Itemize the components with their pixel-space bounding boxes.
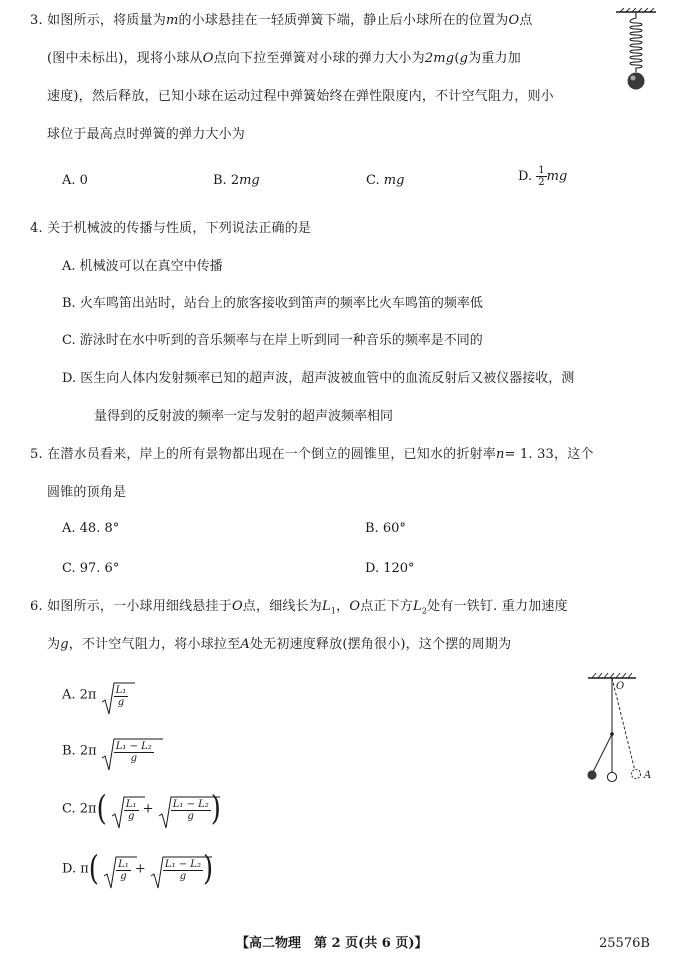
q4-option-a[interactable]: A. 机械波可以在真空中传播 — [62, 259, 223, 274]
q6-line2 — [47, 638, 511, 651]
q3-text: (图中未标出)，现将小球从 — [47, 51, 203, 66]
q6-option-c[interactable]: C. 2π( $\frac{\text{L₁}}{g}$ + $\frac{\text{L₁ − L₂}}{g}$ ) — [62, 789, 221, 829]
ball-A — [631, 769, 640, 778]
paper-code: 25576B — [599, 936, 650, 951]
option-label: B. 2 — [213, 173, 240, 188]
q5-option-c[interactable]: C. 97. 6° — [62, 561, 120, 576]
q5-line1 — [30, 448, 594, 461]
q6-text: ， — [336, 599, 350, 614]
q3-line1 — [30, 14, 533, 27]
ceiling-hatch — [592, 673, 632, 678]
q5-line2: 圆锥的顶角是 — [47, 485, 127, 500]
var-g: g — [60, 637, 69, 652]
var-mg: mg — [546, 169, 568, 184]
var-O: O — [508, 13, 520, 28]
q5-text: = 1. 33，这个 — [504, 447, 594, 462]
q4-option-b[interactable]: B. 火车鸣笛出站时，站台上的旅客接收到笛声的频率比火车鸣笛的频率低 — [62, 296, 483, 311]
q3-line3: 速度)，然后释放，已知小球在运动过程中弹簧始终在弹性限度内，不计空气阻力，则小 — [47, 89, 554, 104]
q3-text: 3. 如图所示，将质量为 — [30, 13, 166, 28]
sqrt-L1-over-g: $\frac{\text{L₁}}{g}$ — [103, 856, 131, 882]
var-O: O — [202, 51, 214, 66]
q6-text: ，不计空气阻力，将小球拉至 — [68, 637, 241, 652]
q4-option-d[interactable]: D. 医生向人体内发射频率已知的超声波，超声波被血管中的血流反射后又被仪器接收，测 — [62, 371, 575, 386]
sqrt-L1-over-g: $\frac{\text{L₁}}{g}$ — [111, 796, 139, 822]
q3-text: 为重力加 — [468, 51, 521, 66]
var-n: n — [495, 447, 505, 462]
ball-left — [587, 770, 596, 779]
q4-stem: 4. 关于机械波的传播与性质，下列说法正确的是 — [30, 221, 312, 236]
q5-option-d[interactable]: D. 120° — [365, 561, 415, 576]
sqrt-diff-over-g: $\frac{\text{L₁ − L₂}}{g}$ — [158, 796, 211, 822]
var-mg: mg — [383, 173, 405, 188]
q3-option-a[interactable]: A. 0 — [62, 173, 88, 188]
var-2mg: 2mg — [424, 51, 455, 66]
ball-bottom — [607, 772, 616, 781]
q3-line2 — [47, 52, 521, 65]
var-g: g — [459, 51, 469, 66]
sqrt-L1-over-g: $\frac{\text{L₁}}{g}$ — [101, 682, 129, 708]
q3-option-d[interactable] — [518, 165, 567, 188]
q6-text: 点，细线长为 — [242, 599, 322, 614]
q6-text: 处有一铁钉. 重力加速度 — [427, 599, 568, 614]
option-label: B. 2π — [62, 743, 97, 759]
page-footer: 【高二物理 第 2 页(共 6 页)】 — [236, 936, 428, 951]
sqrt-diff-over-g: $\frac{\text{L₁ − L₂}}{g}$ — [150, 856, 203, 882]
q6-option-b[interactable] — [62, 738, 154, 764]
var-O: O — [231, 599, 243, 614]
pendulum-label-O: O — [616, 681, 625, 692]
q3-text: 点 — [519, 13, 533, 28]
q6-line1: 6. 如图所示，一小球用细线悬挂于O点，细线长为$L_1$，O点正下方$L_2$处有一铁钉. 重力加速度 — [30, 599, 568, 616]
q3-text: 点向下拉至弹簧对小球的弹力大小为 — [213, 51, 425, 66]
q3-option-b[interactable] — [213, 174, 260, 187]
fraction-half: $\frac{1}{2}$ — [538, 165, 545, 188]
q3-text: 的小球悬挂在一轻质弹簧下端，静止后小球所在的位置为 — [178, 13, 509, 28]
var-O: O — [349, 599, 361, 614]
spring-figure — [614, 8, 658, 94]
q4-option-c[interactable]: C. 游泳时在水中听到的音乐频率与在岸上听到同一种音乐的频率是不同的 — [62, 333, 483, 348]
var-L1: L — [322, 599, 331, 614]
q6-text: 为 — [47, 637, 61, 652]
var-L2: L — [413, 599, 422, 614]
q5-option-a[interactable]: A. 48. 8° — [62, 521, 120, 536]
q6-option-a[interactable] — [62, 682, 128, 708]
pendulum-figure — [580, 672, 660, 784]
q6-option-d[interactable]: D. π( $\frac{\text{L₁}}{g}$ + $\frac{\text{L₁ − L₂}}{g}$ ) — [62, 849, 214, 889]
option-label: A. 2π — [62, 687, 97, 703]
spring-coil — [630, 12, 642, 72]
var-m: m — [165, 13, 179, 28]
plus-sign: + — [134, 861, 146, 877]
var-mg: mg — [239, 173, 260, 188]
plus-sign: + — [142, 801, 154, 817]
q6-text: 6. 如图所示，一小球用细线悬挂于 — [30, 599, 232, 614]
q6-text: 点正下方 — [360, 599, 414, 614]
q3-line4: 球位于最高点时弹簧的弹力大小为 — [47, 127, 246, 142]
option-label: D. — [518, 169, 533, 184]
q3-option-c[interactable] — [366, 174, 404, 187]
sqrt-diff-over-g: $\frac{\text{L₁ − L₂}}{g}$ — [101, 738, 154, 764]
option-label: C. 2π — [62, 801, 97, 817]
ball — [628, 73, 645, 90]
q5-text: 5. 在潜水员看来，岸上的所有景物都出现在一个倒立的圆锥里，已知水的折射率 — [30, 447, 496, 462]
q3-text: ( — [454, 51, 460, 66]
q6-text: 处无初速度释放(摆角很小)，这个摆的周期为 — [249, 637, 512, 652]
var-A: A — [240, 637, 250, 652]
string-bent — [593, 734, 612, 772]
option-label: D. π — [62, 861, 89, 877]
q5-option-b[interactable]: B. 60° — [365, 521, 406, 536]
q4-option-d-cont: 量得到的反射波的频率一定与发射的超声波频率相同 — [94, 409, 394, 424]
option-label: C. — [366, 173, 380, 188]
pendulum-label-A: A — [644, 770, 652, 781]
